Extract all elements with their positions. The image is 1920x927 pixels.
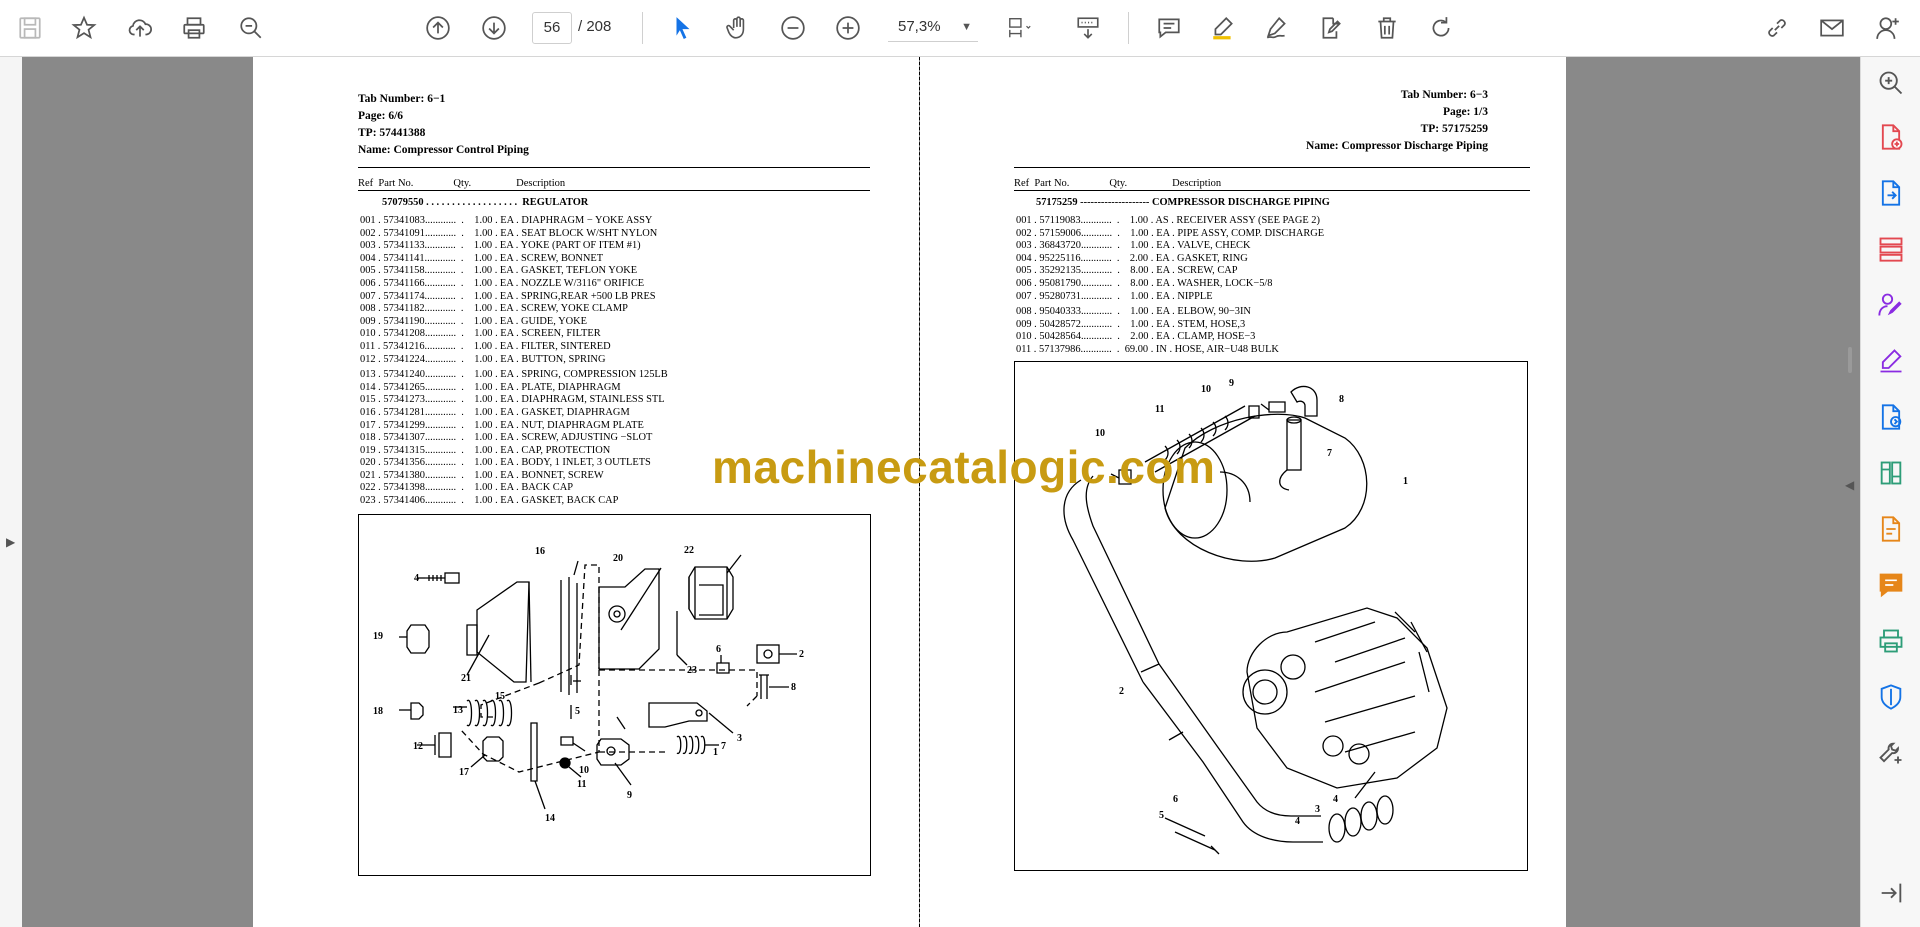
parts-row: 010 . 57341208............ . 1.00 . EA . SCREEN, FILTER: [360, 328, 601, 340]
email-icon[interactable]: [1812, 8, 1852, 48]
page-fit-icon[interactable]: [1000, 8, 1040, 48]
parts-row: 009 . 50428572............ . 1.00 . EA . STEM, HOSE,3: [1016, 318, 1246, 330]
parts-row: 007 . 57341174............ . 1.00 . EA . SPRING,REAR +500 LB PRES: [360, 290, 656, 302]
callout-8: 8: [1339, 394, 1344, 405]
expand-left-panel-icon[interactable]: ▶: [6, 535, 16, 549]
parts-row: 005 . 35292135............ . 8.00 . EA . SCREW, CAP: [1016, 265, 1238, 277]
comment-tool-icon[interactable]: [1875, 569, 1907, 601]
parts-row: 006 . 57341166............ . 1.00 . EA . NOZZLE W/3116" ORIFICE: [360, 277, 645, 289]
callout-11: 11: [1155, 404, 1165, 415]
parts-row: 008 . 57341182............ . 1.00 . EA . SCREW, YOKE CLAMP: [360, 303, 628, 315]
share-link-icon[interactable]: [1757, 8, 1797, 48]
rotate-icon[interactable]: [1421, 8, 1461, 48]
parts-row: 016 . 57341281............ . 1.00 . EA . GASKET, DIAPHRAGM: [360, 406, 630, 418]
page-count: / 208: [578, 18, 612, 35]
callout-15: 15: [495, 691, 505, 702]
callout-10: 10: [579, 765, 589, 776]
callout-11: 11: [577, 779, 587, 790]
parts-list-right: [1016, 215, 1324, 357]
protect-shield-icon[interactable]: [1875, 681, 1907, 713]
zoom-in-icon[interactable]: [828, 8, 868, 48]
zoom-out-icon[interactable]: [773, 8, 813, 48]
fill-sign-icon[interactable]: [1875, 345, 1907, 377]
export-pdf-icon[interactable]: [1875, 177, 1907, 209]
callout-23: 23: [687, 665, 697, 676]
callout-10-lower: 10: [1095, 428, 1105, 439]
scroll-mode-icon[interactable]: [1068, 8, 1108, 48]
parts-row: 004 . 95225116............ . 2.00 . EA . GASKET, RING: [1016, 252, 1248, 264]
collapse-panel-icon[interactable]: [1875, 877, 1907, 909]
request-signature-icon[interactable]: [1875, 289, 1907, 321]
callout-5: 5: [1159, 810, 1164, 821]
parts-row: 009 . 57341190............ . 1.00 . EA . GUIDE, YOKE: [360, 315, 587, 327]
more-tools-icon[interactable]: [1875, 737, 1907, 769]
create-pdf-icon[interactable]: [1875, 121, 1907, 153]
print-production-icon[interactable]: [1875, 625, 1907, 657]
parts-row: 020 . 57341356............ . 1.00 . EA . BODY, 1 INLET, 3 OUTLETS: [360, 457, 651, 469]
callout-1: 1: [713, 747, 718, 758]
callout-3: 3: [1315, 804, 1320, 815]
vertical-scrollbar[interactable]: [1848, 347, 1852, 373]
highlight-pen-icon[interactable]: [1203, 8, 1243, 48]
parts-row: 003 . 36843720............ . 1.00 . EA . VALVE, CHECK: [1016, 240, 1251, 252]
bookmark-star-icon[interactable]: [64, 8, 104, 48]
next-page-icon[interactable]: [474, 8, 514, 48]
parts-row: 004 . 57341141............ . 1.00 . EA . SCREW, BONNET: [360, 252, 604, 264]
parts-row: 010 . 50428564............ . 2.00 . EA . CLAMP, HOSE−3: [1016, 331, 1256, 343]
organize-pages-icon[interactable]: [1875, 233, 1907, 265]
parts-row: 002 . 57341091............ . 1.00 . EA . SEAT BLOCK W/SHT NYLON: [360, 227, 658, 239]
callout-8: 8: [791, 682, 796, 693]
parts-row: 013 . 57341240............ . 1.00 . EA . SPRING, COMPRESSION 125LB: [360, 369, 668, 381]
expand-right-panel-icon[interactable]: ◀: [1845, 478, 1855, 492]
callout-18: 18: [373, 706, 383, 717]
add-user-icon[interactable]: [1868, 8, 1908, 48]
parts-row: 002 . 57159006............ . 1.00 . EA . PIPE ASSY, COMP. DISCHARGE: [1016, 227, 1325, 239]
parts-row: 008 . 95040333............ . 1.00 . EA . ELBOW, 90−3IN: [1016, 306, 1251, 318]
parts-list-left: [360, 215, 668, 508]
parts-row: 003 . 57341133............ . 1.00 . EA . YOKE (PART OF ITEM #1): [360, 240, 641, 252]
regulator-parts-illustration: [359, 515, 870, 875]
callout-4-right: 4: [1333, 794, 1338, 805]
upload-cloud-icon[interactable]: [120, 8, 160, 48]
parts-row: 022 . 57341398............ . 1.00 . EA . BACK CAP: [360, 482, 574, 494]
callout-2: 2: [799, 649, 804, 660]
send-review-icon[interactable]: [1875, 401, 1907, 433]
parts-row: 005 . 57341158............ . 1.00 . EA . GASKET, TEFLON YOKE: [360, 265, 638, 277]
callout-3: 3: [737, 733, 742, 744]
parts-row: 021 . 57341380............ . 1.00 . EA . BONNET, SCREW: [360, 469, 604, 481]
callout-2: 2: [1119, 686, 1124, 697]
callout-13: 13: [453, 705, 463, 716]
discharge-piping-illustration: [1015, 362, 1527, 870]
callout-19: 19: [373, 631, 383, 642]
parts-row: 011 . 57341216............ . 1.00 . EA . FILTER, SINTERED: [360, 340, 611, 352]
watermark-text: machinecatalogic.com: [712, 441, 1216, 493]
edit-pdf-icon[interactable]: [1311, 8, 1351, 48]
select-cursor-icon[interactable]: [663, 8, 703, 48]
callout-7: 7: [1327, 448, 1332, 459]
comment-icon[interactable]: [1149, 8, 1189, 48]
column-headers-right: Ref Part No. Qty. Description: [1014, 178, 1222, 189]
assembly-line-right: 57175259 -------------------- COMPRESSOR DISCHARGE PIPING: [1036, 197, 1330, 208]
callout-6: 6: [716, 644, 721, 655]
parts-row: 017 . 57341299............ . 1.00 . EA . NUT, DIAPHRAGM PLATE: [360, 419, 644, 431]
page-header-right: Tab Number: 6−3 Page: 1/3 TP: 57175259 Name: Compressor Discharge Piping: [1306, 89, 1488, 152]
parts-row: 012 . 57341224............ . 1.00 . EA . BUTTON, SPRING: [360, 353, 606, 365]
parts-row: 015 . 57341273............ . 1.00 . EA . DIAPHRAGM, STAINLESS STL: [360, 394, 665, 406]
callout-20: 20: [613, 553, 623, 564]
callout-9: 9: [1229, 378, 1234, 389]
edit-document-icon[interactable]: [1875, 513, 1907, 545]
chevron-down-icon: ▼: [961, 21, 972, 33]
callout-7: 7: [721, 741, 726, 752]
callout-6: 6: [1173, 794, 1178, 805]
callout-14: 14: [545, 813, 555, 824]
callout-16: 16: [535, 546, 545, 557]
document-viewport[interactable]: [22, 57, 1860, 927]
parts-row: 006 . 95081790............ . 8.00 . EA . WASHER, LOCK−5/8: [1016, 277, 1273, 289]
hand-tool-icon[interactable]: [718, 8, 758, 48]
parts-row: 019 . 57341315............ . 1.00 . EA . CAP, PROTECTION: [360, 444, 611, 456]
save-icon[interactable]: [10, 8, 50, 48]
callout-17: 17: [459, 767, 469, 778]
delete-trash-icon[interactable]: [1367, 8, 1407, 48]
parts-row: 011 . 57137986............ . 69.00 . IN . HOSE, AIR−U48 BULK: [1016, 343, 1279, 355]
print-icon[interactable]: [174, 8, 214, 48]
parts-row: 014 . 57341265............ . 1.00 . EA . PLATE, DIAPHRAGM: [360, 381, 621, 393]
left-panel-collapsed: [0, 57, 22, 927]
tools-sidebar: [1860, 57, 1920, 927]
callout-4-left: 4: [1295, 816, 1300, 827]
parts-row: 018 . 57341307............ . 1.00 . EA . SCREW, ADJUSTING −SLOT: [360, 432, 653, 444]
draw-freehand-icon[interactable]: [1257, 8, 1297, 48]
zoom-level-dropdown[interactable]: 57,3% ▼: [888, 12, 978, 42]
callout-1: 1: [1403, 476, 1408, 487]
main-toolbar: [0, 0, 1920, 57]
parts-row: 001 . 57119083............ . 1.00 . AS . RECEIVER ASSY (SEE PAGE 2): [1016, 215, 1320, 226]
search-zoom-icon[interactable]: [1875, 67, 1907, 99]
callout-10-top: 10: [1201, 384, 1211, 395]
discharge-piping-diagram: [1014, 361, 1528, 871]
previous-page-icon[interactable]: [418, 8, 458, 48]
column-headers-left: Ref Part No. Qty. Description: [358, 178, 566, 189]
page-number-input[interactable]: 56: [532, 12, 572, 44]
parts-row: 007 . 95280731............ . 1.00 . EA . NIPPLE: [1016, 290, 1213, 302]
parts-row: 001 . 57341083............ . 1.00 . EA . DIAPHRAGM − YOKE ASSY: [360, 215, 653, 226]
assembly-line-left: 57079550 . . . . . . . . . . . . . . . . . . REGULATOR: [382, 197, 589, 208]
callout-4: 4: [414, 573, 419, 584]
callout-22: 22: [684, 545, 694, 556]
callout-5: 5: [575, 706, 580, 717]
compare-files-icon[interactable]: [1875, 457, 1907, 489]
callout-9: 9: [627, 790, 632, 801]
page-header-left: Tab Number: 6−1 Page: 6/6 TP: 57441388 Name: Compressor Control Piping: [358, 93, 529, 156]
regulator-exploded-diagram: [358, 514, 871, 876]
find-zoom-icon[interactable]: [231, 8, 271, 48]
callout-12: 12: [413, 741, 423, 752]
callout-21: 21: [461, 673, 471, 684]
parts-row: 023 . 57341406............ . 1.00 . EA . GASKET, BACK CAP: [360, 495, 619, 507]
